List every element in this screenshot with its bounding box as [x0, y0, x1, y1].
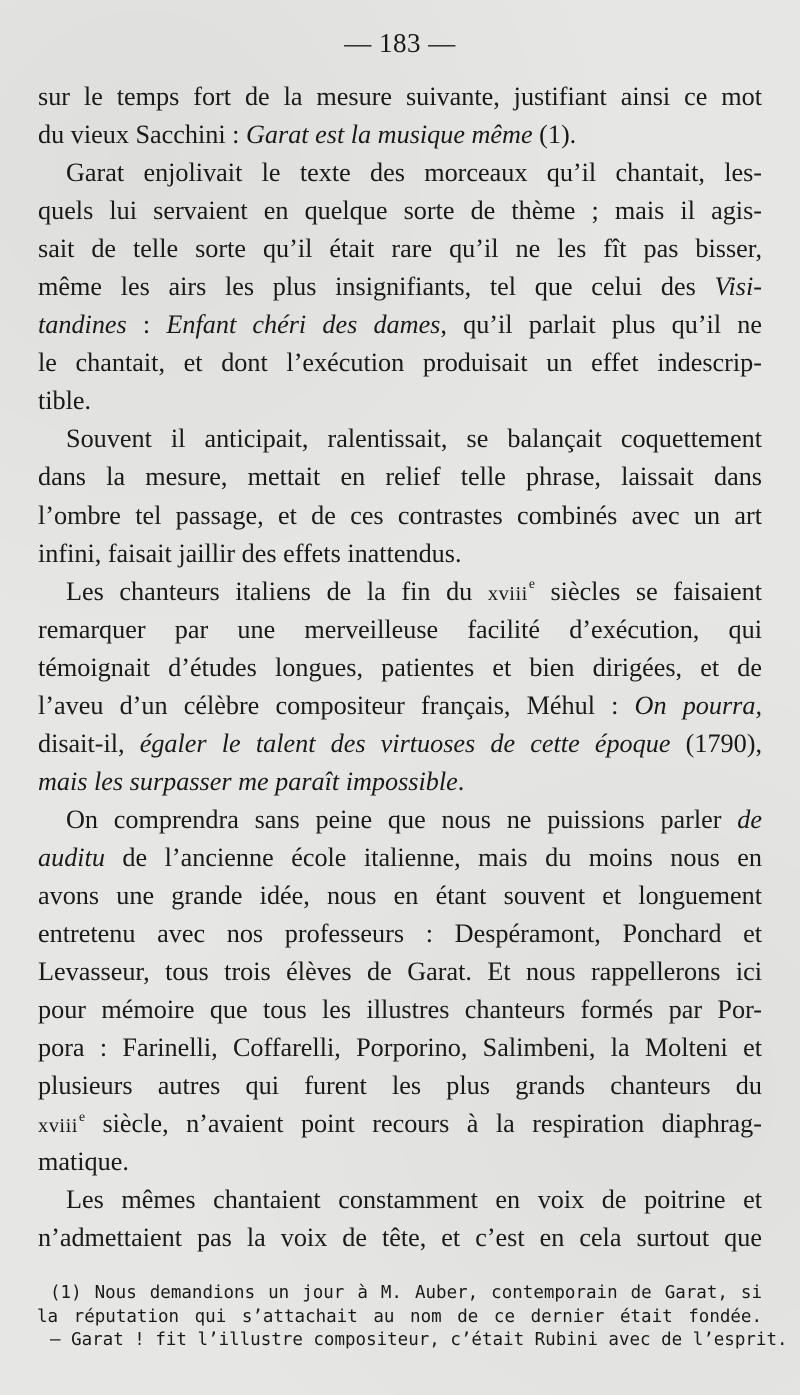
italic-phrase: tandines [38, 310, 127, 340]
text-line: remarquer par une merveilleuse facilité d’exécution, qui [38, 614, 762, 644]
ordinal-superscript: e [528, 576, 535, 592]
italic-phrase: Visi- [714, 272, 762, 302]
text-line: même les airs les plus insignifiants, tel que celui des Visi- [38, 272, 762, 302]
text-line: Les chanteurs italiens de la fin du xviii$^e$ siècles se faisaient [66, 576, 762, 606]
text-line: n’admettaient pas la voix de tête, et c’est en cela surtout que [38, 1223, 762, 1253]
footnotes [37, 1282, 788, 1353]
ordinal-superscript: e [78, 1108, 85, 1124]
text-line: Souvent il anticipait, ralentissait, se balançait coquettement [66, 424, 762, 454]
italic-phrase: Enfant chéri des dames [166, 310, 441, 340]
italic-phrase: On pourra, [634, 690, 762, 720]
text-line: sait de telle sorte qu’il était rare qu’il ne les fît pas bisser, [38, 234, 762, 264]
century-numeral: xviii [38, 1115, 78, 1138]
text-line: auditu de l’ancienne école italienne, mais du moins nous en [38, 842, 762, 872]
text-line: Les mêmes chantaient constamment en voix de poitrine et [66, 1185, 762, 1215]
text-line: mais les surpasser me paraît impossible. [38, 766, 465, 796]
text-line: xviii$^e$ siècle, n’avaient point recours à la respiration diaphrag- [38, 1108, 762, 1139]
text-line-with-quote: du vieux Sacchini : Garat est la musique même (1). [38, 120, 577, 150]
text-line: quels lui servaient en quelque sorte de thème ; mais il agis- [38, 196, 762, 226]
text-line: sur le temps fort de la mesure suivante, justifiant ainsi ce mot [38, 82, 762, 111]
text-line: entretenu avec nos professeurs : Despéramont, Ponchard et [38, 919, 762, 949]
text-line: dans la mesure, mettait en relief telle phrase, laissait dans [38, 462, 762, 492]
text-line: infini, faisait jaillir des effets inattendus. [38, 538, 462, 568]
text-line: l’aveu d’un célèbre compositeur français, Méhul : On pourra, [38, 690, 762, 720]
italic-phrase: mais les surpasser me paraît impossible [38, 766, 458, 796]
text-line: matique. [38, 1147, 129, 1177]
body-text [38, 78, 762, 1257]
text-line: pora : Farinelli, Coffarelli, Porporino, Salimbeni, la Molteni et [38, 1033, 762, 1063]
italic-phrase: Garat est la musique même [246, 120, 533, 150]
text-line: témoignait d’études longues, patientes et bien dirigées, et de [38, 652, 762, 682]
text-line: Garat enjolivait le texte des morceaux qu’il chantait, les- [66, 158, 762, 188]
text-line: pour mémoire que tous les illustres chanteurs formés par Por- [38, 995, 762, 1025]
text-line: tandines : Enfant chéri des dames, qu’il parlait plus qu’il ne [38, 310, 762, 340]
text-line: plusieurs autres qui furent les plus grands chanteurs du [38, 1071, 762, 1101]
text-line: Levasseur, tous trois élèves de Garat. Et nous rappellerons ici [38, 957, 762, 987]
footnote-line: — Garat ! fit l’illustre compositeur, c’était Rubini avec de l’esprit. [50, 1330, 788, 1351]
text-line: On comprendra sans peine que nous ne puissions parler de [66, 804, 762, 834]
footnote-line: la réputation qui s’attachait au nom de ce dernier était fondée. [37, 1306, 762, 1327]
text-line: disait-il, égaler le talent des virtuoses de cette époque (1790), [38, 728, 762, 758]
text-line: l’ombre tel passage, et de ces contrastes combinés avec un art [38, 500, 762, 530]
text-line: le chantait, et dont l’exécution produisait un effet indescrip- [38, 348, 762, 378]
italic-phrase: de [737, 804, 762, 834]
footnote-line: (1) Nous demandions un jour à M. Auber, contemporain de Garat, si [50, 1283, 762, 1303]
page-number: — 183 — [344, 28, 456, 58]
italic-phrase: égaler le talent des virtuoses de cette époque [139, 728, 671, 758]
text-line: tible. [38, 386, 92, 416]
italic-phrase: auditu [38, 842, 105, 872]
century-numeral: xviii [487, 582, 528, 605]
text-line: avons une grande idée, nous en étant souvent et longuement [38, 880, 762, 910]
